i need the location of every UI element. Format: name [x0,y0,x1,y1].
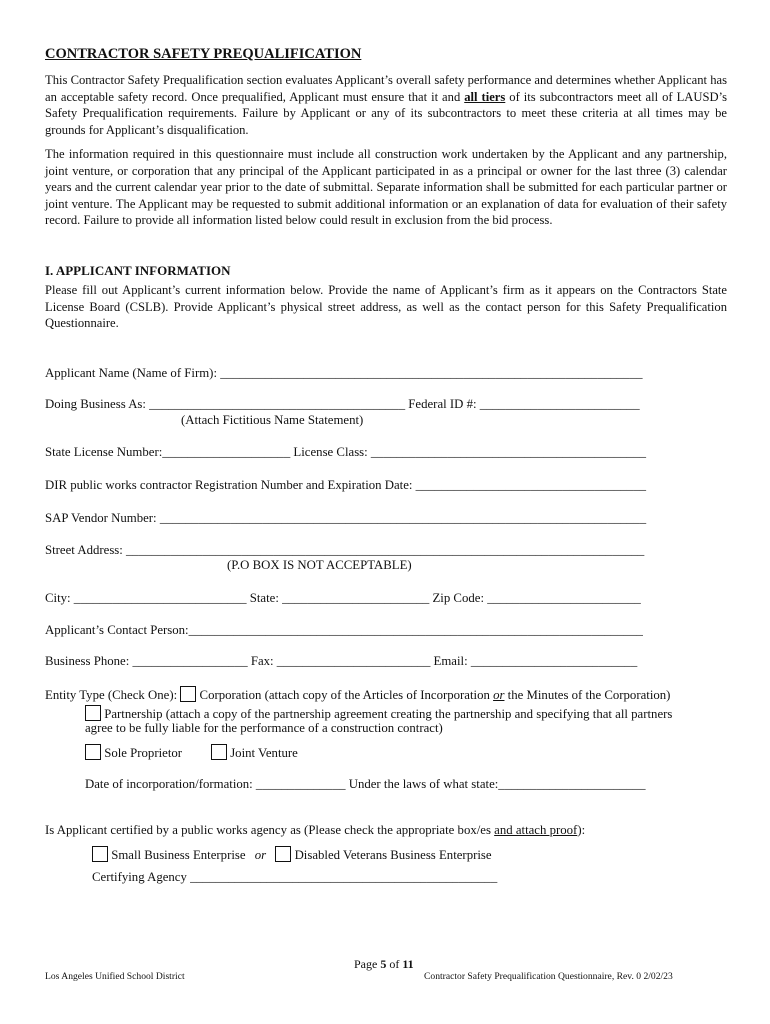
partnership-label: Partnership (attach a copy of the partnership agreement creating the partnership and specifying that all partners [104,707,673,721]
sbe-checkbox[interactable] [92,846,108,862]
partnership-label-continued: agree to be fully liable for the performance of a construction contract) [85,721,443,735]
joint-venture-row [211,744,298,761]
intro-text-a: This Contractor Safety Prequalification section evaluates Applicant’s overall safety performance and determines whether Applicant has an acceptable safety record. Once prequalified, Applicant must ensure that it and [45,73,727,104]
current-page: 5 [380,957,387,971]
footer-left: Los Angeles Unified School District [45,971,185,982]
certification-text-a: Is Applicant certified by a public works agency as (Please check the appropriate box/es [45,823,495,837]
doing-business-as-field[interactable]: Doing Business As: ________________________________________ Federal ID #: _________________________ [45,397,640,411]
dvbe-checkbox[interactable] [275,846,291,862]
sbe-row [92,846,492,863]
page-prefix: Page [354,957,381,971]
footer-right: Contractor Safety Prequalification Questionnaire, Rev. 0 2/02/23 [424,971,673,982]
page-title: CONTRACTOR SAFETY PREQUALIFICATION [45,46,362,62]
certification-text-c: ): [577,823,586,837]
all-tiers-emphasis: all tiers [464,89,506,104]
phone-fax-email-field[interactable]: Business Phone: __________________ Fax: ________________________ Email: __________________________ [45,654,638,668]
license-field[interactable]: State License Number:____________________ License Class: ___________________________________________ [45,445,647,459]
page-number [354,957,414,972]
corporation-checkbox[interactable] [180,686,196,702]
corporation-label-b: the Minutes of the Corporation) [504,688,671,702]
sbe-label: Small Business Enterprise [111,848,246,862]
joint-venture-checkbox[interactable] [211,744,227,760]
dir-registration-field[interactable]: DIR public works contractor Registration Number and Expiration Date: ____________________________________ [45,478,647,492]
section-heading: I. APPLICANT INFORMATION [45,263,231,278]
intro-paragraph-1 [45,72,727,138]
po-box-note: (P.O BOX IS NOT ACCEPTABLE) [227,558,412,572]
certifying-agency-field[interactable]: Certifying Agency ________________________________________________ [92,870,498,884]
applicant-name-field[interactable]: Applicant Name (Name of Firm): __________________________________________________________________ [45,366,643,380]
dvbe-label: Disabled Veterans Business Enterprise [294,848,492,862]
or-label: or [254,848,267,862]
sole-proprietor-checkbox[interactable] [85,744,101,760]
partnership-checkbox[interactable] [85,705,101,721]
certification-question [45,823,585,838]
attach-proof-emphasis: and attach proof [494,823,578,837]
intro-paragraph-2: The information required in this questionnaire must include all construction work undertaken by the Applicant and any partnership, joint venture, or corporation that any principal of the Applicant participated in as a principal or owner for the last three (3) calendar years and the current calendar year prior to the date of submittal. Separate information shall be submitted for each particular partner or joint venture. The Applicant may be requested to submit additional information or an explanation of data for evaluation of their safety record. Failure to provide all information listed below could result in exclusion from the bid process. [45,147,727,228]
total-pages: 11 [402,957,414,971]
sole-proprietor-row [85,744,182,761]
entity-type-label: Entity Type (Check One): [45,688,178,702]
section-paragraph: Please fill out Applicant’s current information below. Provide the name of Applicant’s firm as it appears on the Contractors State License Board (CSLB). Provide Applicant’s physical street address, as well as the contact person for this Safety Prequalification Questionnaire. [45,283,727,331]
sole-proprietor-label: Sole Proprietor [104,746,183,760]
corporation-label: Corporation (attach copy of the Articles of Incorporation [199,688,494,702]
street-address-field[interactable]: Street Address: _________________________________________________________________________________ [45,543,645,557]
intro-text-c: of its subcontractors meet all of LAUSD’s Safety Prequalification requirements. Failure by Applicant or any of its subcontractors to meet these criteria at all times may be grounds for Applicant’s disqualification. [45,89,727,137]
fictitious-name-note: (Attach Fictitious Name Statement) [181,413,364,427]
or-emphasis: or [493,688,505,702]
city-state-zip-field[interactable]: City: ___________________________ State: _______________________ Zip Code: ________________________ [45,591,641,605]
sap-vendor-field[interactable]: SAP Vendor Number: ____________________________________________________________________________ [45,511,647,525]
joint-venture-label: Joint Venture [230,746,298,760]
page-of: of [386,957,403,971]
entity-type-row [45,686,670,703]
incorporation-field[interactable]: Date of incorporation/formation: ______________ Under the laws of what state:_______________________ [85,777,646,791]
partnership-row [85,705,672,722]
contact-person-field[interactable]: Applicant’s Contact Person:_______________________________________________________________________ [45,623,643,637]
